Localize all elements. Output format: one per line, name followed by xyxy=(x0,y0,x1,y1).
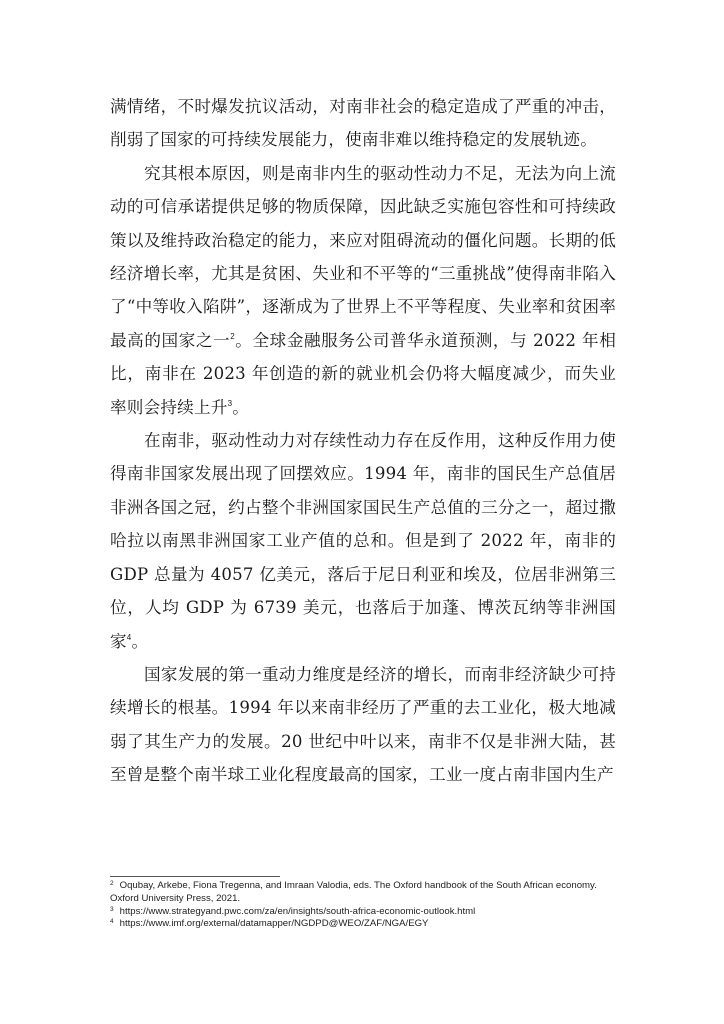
footnote xyxy=(110,880,620,906)
paragraph xyxy=(110,157,616,424)
paragraph-text: 。 xyxy=(232,397,250,417)
paragraph-text: 国家发展的第一重动力维度是经济的增长，而南非经济缺少可持续增长的根基。1994 年以来南非经历了严重的去工业化，极大地减弱了其生产力的发展。20 世纪中叶以来，南非不仅是非洲大陆，甚至曾是整个南半球工业化程度最高的国家，工业一度占南非国内生产 xyxy=(110,664,616,785)
footnote-reference: 2 xyxy=(230,331,235,341)
footnote-number: 3 xyxy=(110,905,114,913)
footnote xyxy=(110,918,620,931)
paragraph-text: 。 xyxy=(131,631,149,651)
footnote-text: https://www.imf.org/external/datamapper/NGDPD@WEO/ZAF/NGA/EGY xyxy=(119,918,429,930)
paragraph-text: 在南非，驱动性动力对存续性动力存在反作用，这种反作用力使得南非国家发展出现了回摆效应。1994 年，南非的国民生产总值居非洲各国之冠，约占整个非洲国家国民生产总值的三分之一，超过撒哈拉以南黑非洲国家工业产值的总和。但是到了 2022 年，南非的 GDP 总量为 4057 亿美元，落后于尼日利亚和埃及，位居非洲第三位，人均 GDP 为 6739 美元，也落后于加蓬、博茨瓦纳等非洲国家 xyxy=(110,431,616,651)
paragraph xyxy=(110,424,616,658)
footnote-divider xyxy=(110,876,280,877)
footnotes xyxy=(110,880,620,931)
paragraph-text: 满情绪，不时爆发抗议活动，对南非社会的稳定造成了严重的冲击，削弱了国家的可持续发展能力，使南非难以维持稳定的发展轨迹。 xyxy=(110,97,616,150)
footnote-number: 4 xyxy=(110,918,114,926)
paragraph-text: 究其根本原因，则是南非内生的驱动性动力不足，无法为向上流动的可信承诺提供足够的物质保障，因此缺乏实施包容性和可持续政策以及维持政治稳定的能力，来应对阻碍流动的僵化问题。长期的低经济增长率，尤其是贫困、失业和不平等的“三重挑战”使得南非陷入了“中等收入陷阱”，逐渐成为了世界上不平等程度、失业率和贫困率最高的国家之一 xyxy=(110,163,616,350)
footnote-reference: 3 xyxy=(227,398,233,408)
footnote-text: https://www.strategyand.pwc.com/za/en/insights/south-africa-economic-outlook.html xyxy=(119,905,476,917)
body-text xyxy=(110,90,616,792)
paragraph xyxy=(110,90,616,157)
footnote xyxy=(110,906,620,919)
paragraph xyxy=(110,658,616,792)
footnote-number: 2 xyxy=(110,880,114,887)
paragraph-text: 。全球金融服务公司普华永道预测，与 2022 年相比，南非在 2023 年创造的新的就业机会仍将大幅度减少，而失业率则会持续上升 xyxy=(110,330,617,417)
footnote-reference: 4 xyxy=(126,632,132,642)
footnote-text: Oqubay, Arkebe, Fiona Tregenna, and Imraan Valodia, eds. The Oxford handbook of the South African economy. Oxford University Press, 2021. xyxy=(110,880,597,904)
